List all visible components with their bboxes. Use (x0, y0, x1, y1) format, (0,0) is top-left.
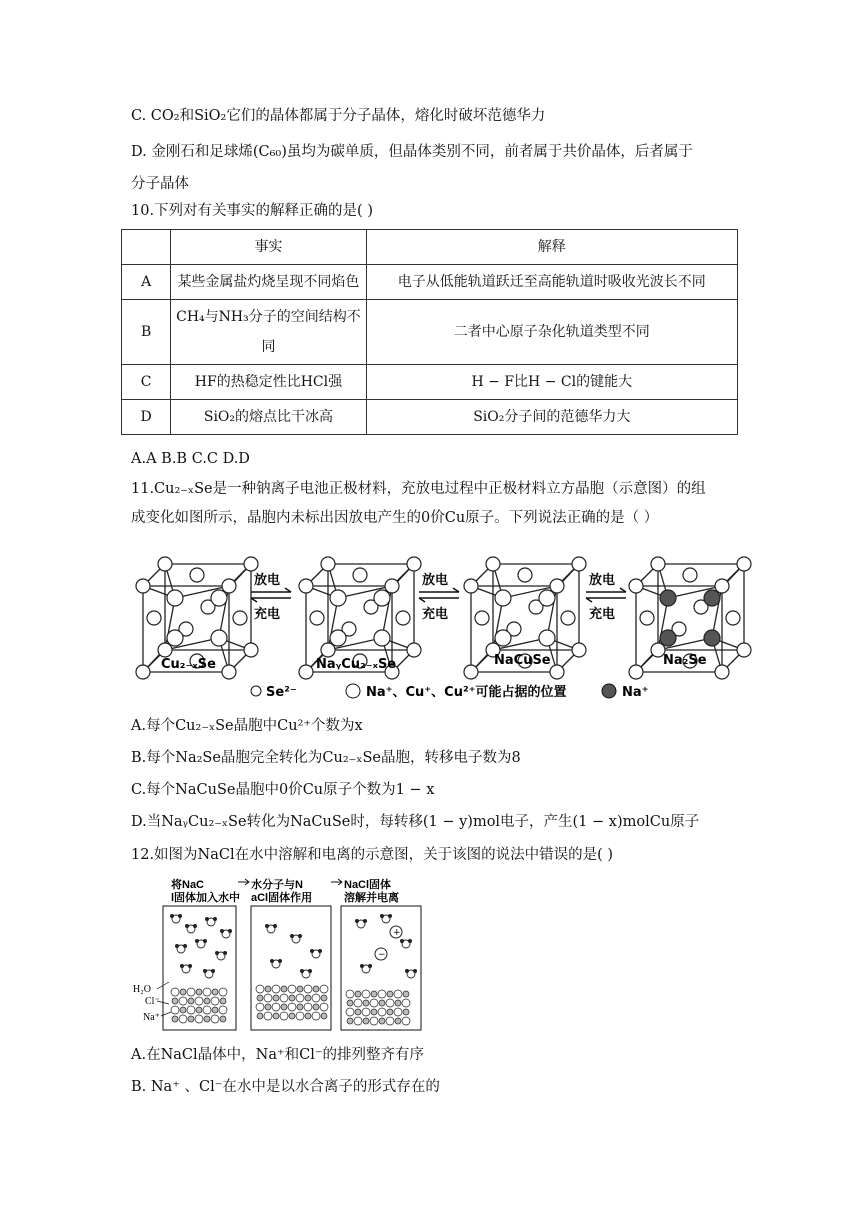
table-cell: 解释 (366, 230, 737, 265)
site-legend-icon (346, 684, 360, 698)
water-molecule (360, 964, 372, 973)
legend-se-label: Se²⁻ (266, 685, 297, 700)
se-atom (244, 557, 258, 571)
table-cell: HF的热稳定性比HCl强 (171, 365, 366, 400)
se-atom (550, 579, 564, 593)
table-row (122, 365, 738, 400)
option-11b: B.每个Na₂Se晶胞完全转化为Cu₂₋ₓSe晶胞，转移电子数为8 (131, 750, 521, 766)
water-molecule (205, 917, 217, 926)
table-header-row (122, 230, 738, 265)
water-molecule (195, 939, 207, 948)
se-atom (475, 611, 489, 625)
se-atom (464, 665, 478, 679)
h2o-label: H₂O (133, 984, 151, 995)
table-cell: 电子从低能轨道跃迁至高能轨道时吸收光波长不同 (366, 265, 737, 300)
se-atom (737, 643, 751, 657)
na-label: Na⁺ (143, 1012, 160, 1023)
water-molecule (203, 969, 215, 978)
se-atom (321, 557, 335, 571)
se-atom (396, 611, 410, 625)
water-molecule (220, 929, 232, 938)
question-10-choices: A.A B.B C.C D.D (131, 451, 250, 467)
table-cell: H − F比H − Cl的键能大 (366, 365, 737, 400)
nacl-lattice (346, 990, 410, 1025)
se-atom (222, 579, 236, 593)
arrow-label-discharge: 放电 (254, 573, 281, 588)
cell-label: Na₂Se (663, 653, 707, 668)
nacl-lattice (256, 985, 328, 1020)
table-row (122, 400, 738, 435)
se-atom (407, 557, 421, 571)
question-10: 10.下列对有关事实的解释正确的是( ) (131, 203, 373, 219)
arrow-label-charge: 充电 (254, 607, 281, 622)
table-cell: 事实 (171, 230, 366, 265)
panel-caption: 水分子与N aCl固体作用 (251, 879, 313, 904)
table-cell: CH₄与NH₃分子的空间结构不同 (171, 300, 366, 365)
se-atom (310, 611, 324, 625)
table-cell: C (122, 365, 171, 400)
option-11c: C.每个NaCuSe晶胞中0价Cu原子个数为1 − x (131, 782, 435, 798)
hydrated-ion (390, 926, 402, 938)
se-atom (158, 643, 172, 657)
panel-caption: 将NaC l固体加入水中 (171, 879, 241, 904)
arrow-label-charge: 充电 (589, 607, 616, 622)
nacl-lattice (171, 988, 227, 1023)
cation-site (539, 630, 555, 646)
se-atom (561, 611, 575, 625)
legend (251, 684, 649, 700)
se-atom (136, 665, 150, 679)
cation-site (167, 590, 183, 606)
se-atom (737, 557, 751, 571)
water-molecule (405, 969, 417, 978)
panel-caption: NaCl固体溶解并电离 (344, 879, 399, 904)
option-11d: D.当NaᵧCu₂₋ₓSe转化为NaCuSe时，每转移(1 − y)mol电子，产生(1 − x)molCu原子 (131, 814, 700, 830)
table-cell: A (122, 265, 171, 300)
option-d-line2: 分子晶体 (131, 176, 189, 192)
nacl-dissolution-figure (131, 874, 441, 1034)
question-11-line2: 成变化如图所示，晶胞内未标出因放电产生的0价Cu原子。下列说法正确的是（ ） (131, 510, 659, 526)
arrow-3 (586, 572, 626, 622)
water-molecule (215, 951, 227, 960)
se-atom (158, 557, 172, 571)
cation-site (330, 630, 346, 646)
table-cell: B (122, 300, 171, 365)
se-atom (715, 665, 729, 679)
na-ion (704, 590, 720, 606)
crystal-cell-figure (131, 536, 756, 706)
se-atom (407, 643, 421, 657)
cation-site (539, 590, 555, 606)
se-atom (572, 643, 586, 657)
cation-site (167, 630, 183, 646)
water-molecule (290, 934, 302, 943)
table-cell: D (122, 400, 171, 435)
na-ion (660, 630, 676, 646)
se-atom (486, 557, 500, 571)
cl-label: Cl⁻ (145, 996, 160, 1007)
water-molecule (265, 924, 277, 933)
table-cell: SiO₂分子间的范德华力大 (366, 400, 737, 435)
se-atom (222, 665, 236, 679)
water-molecule (180, 964, 192, 973)
table-cell: 某些金属盐灼烧呈现不同焰色 (171, 265, 366, 300)
beaker-2 (251, 906, 331, 1030)
na-ion (704, 630, 720, 646)
se-atom (629, 665, 643, 679)
cell-label: NaCuSe (494, 653, 551, 668)
table-row (122, 265, 738, 300)
cation-site (211, 630, 227, 646)
se-atom (629, 579, 643, 593)
se-atom (299, 579, 313, 593)
se-atom (518, 568, 532, 582)
question-12: 12.如图为NaCl在水中溶解和电离的示意图，关于该图的说法中错误的是( ) (131, 847, 614, 863)
cation-site (374, 590, 390, 606)
cation-site (211, 590, 227, 606)
svg-text:−: − (378, 950, 386, 960)
water-molecule (175, 944, 187, 953)
water-molecule (300, 969, 312, 978)
se-atom (321, 643, 335, 657)
water-molecule (400, 939, 412, 948)
water-molecule (170, 914, 182, 923)
legend-na-label: Na⁺ (622, 685, 649, 700)
water-molecule (310, 949, 322, 958)
arrow-1 (251, 572, 291, 622)
arrow-2 (419, 572, 459, 622)
option-12a: A.在NaCl晶体中，Na⁺和Cl⁻的排列整齐有序 (131, 1047, 425, 1063)
water-molecule (185, 924, 197, 933)
arrow-label-discharge: 放电 (422, 573, 449, 588)
table-cell: SiO₂的熔点比干冰高 (171, 400, 366, 435)
se-atom (244, 643, 258, 657)
cell-label: NaᵧCu₂₋ₓSe (316, 657, 397, 672)
option-d-line1: D. 金刚石和足球烯(C₆₀)虽均为碳单质，但晶体类别不同，前者属于共价晶体，后者属于 (131, 144, 693, 160)
se-atom (464, 579, 478, 593)
cation-site (374, 630, 390, 646)
cation-site (495, 630, 511, 646)
se-atom (550, 665, 564, 679)
table-cell: 二者中心原子杂化轨道类型不同 (366, 300, 737, 365)
na-legend-icon (602, 684, 616, 698)
svg-text:+: + (393, 928, 401, 938)
table-cell (122, 230, 171, 265)
water-molecule (355, 919, 367, 928)
se-atom (640, 611, 654, 625)
table-row (122, 300, 738, 365)
na-ion (660, 590, 676, 606)
water-molecule (270, 959, 282, 968)
se-legend-icon (251, 686, 261, 696)
option-12b: B. Na⁺ 、Cl⁻在水中是以水合离子的形式存在的 (131, 1079, 440, 1095)
se-atom (572, 557, 586, 571)
se-atom (715, 579, 729, 593)
se-atom (190, 568, 204, 582)
se-atom (353, 568, 367, 582)
se-atom (233, 611, 247, 625)
se-atom (136, 579, 150, 593)
question-11-line1: 11.Cu₂₋ₓSe是一种钠离子电池正极材料，充放电过程中正极材料立方晶胞（示意图）的组 (131, 481, 706, 497)
water-molecule (380, 914, 392, 923)
se-atom (147, 611, 161, 625)
legend-site-label: Na⁺、Cu⁺、Cu²⁺可能占据的位置 (366, 685, 567, 700)
arrow-label-charge: 充电 (422, 607, 449, 622)
hydrated-ion (375, 948, 387, 960)
arrow-label-discharge: 放电 (589, 573, 616, 588)
option-c: C. CO₂和SiO₂它们的晶体都属于分子晶体，熔化时破坏范德华力 (131, 108, 546, 124)
option-11a: A.每个Cu₂₋ₓSe晶胞中Cu²⁺个数为x (131, 718, 363, 734)
cation-site (495, 590, 511, 606)
se-atom (726, 611, 740, 625)
se-atom (299, 665, 313, 679)
se-atom (385, 579, 399, 593)
facts-table (121, 229, 738, 435)
se-atom (651, 557, 665, 571)
cation-site (330, 590, 346, 606)
cell-label: Cu₂₋ₓSe (161, 657, 216, 672)
se-atom (683, 568, 697, 582)
